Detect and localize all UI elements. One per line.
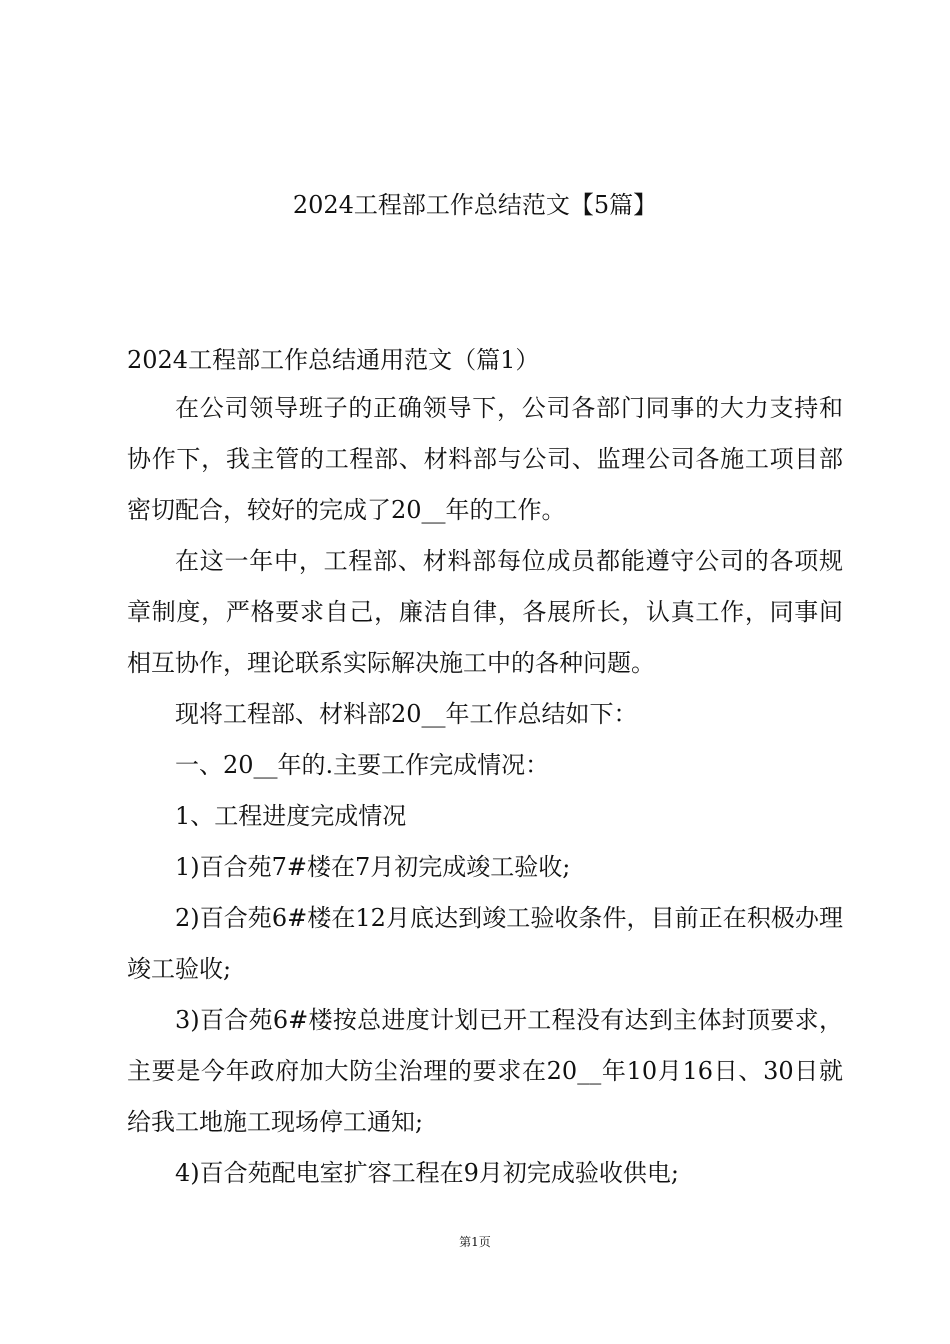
paragraph-2: 在这一年中，工程部、材料部每位成员都能遵守公司的各项规章制度，严格要求自己，廉洁自律，各展所长，认真工作，同事间相互协作，理论联系实际解决施工中的各种问题。 <box>127 547 843 677</box>
page-number: 第1页 <box>459 1235 491 1249</box>
paragraph-1: 在公司领导班子的正确领导下，公司各部门同事的大力支持和协作下，我主管的工程部、材料部与公司、监理公司各施工项目部密切配合，较好的完成了20__年的工作。 <box>127 394 843 524</box>
section-heading: 2024工程部工作总结通用范文（篇1） <box>127 346 540 374</box>
paragraph-6: 1)百合苑7#楼在7月初完成竣工验收; <box>175 853 571 881</box>
paragraph-4: 一、20__年的.主要工作完成情况： <box>175 751 550 779</box>
document-title: 2024工程部工作总结范文【5篇】 <box>292 191 658 219</box>
paragraph-8: 3)百合苑6#楼按总进度计划已开工程没有达到主体封顶要求，主要是今年政府加大防尘治理的要求在20__年10月16日、30日就给我工地施工现场停工通知; <box>127 1006 843 1136</box>
document-body <box>127 337 843 1199</box>
paragraph-5: 1、工程进度完成情况 <box>175 802 407 830</box>
paragraph-9: 4)百合苑配电室扩容工程在9月初完成验收供电; <box>175 1159 679 1187</box>
paragraph-7: 2)百合苑6#楼在12月底达到竣工验收条件，目前正在积极办理竣工验收; <box>127 904 843 983</box>
paragraph-3: 现将工程部、材料部20__年工作总结如下： <box>175 700 638 728</box>
